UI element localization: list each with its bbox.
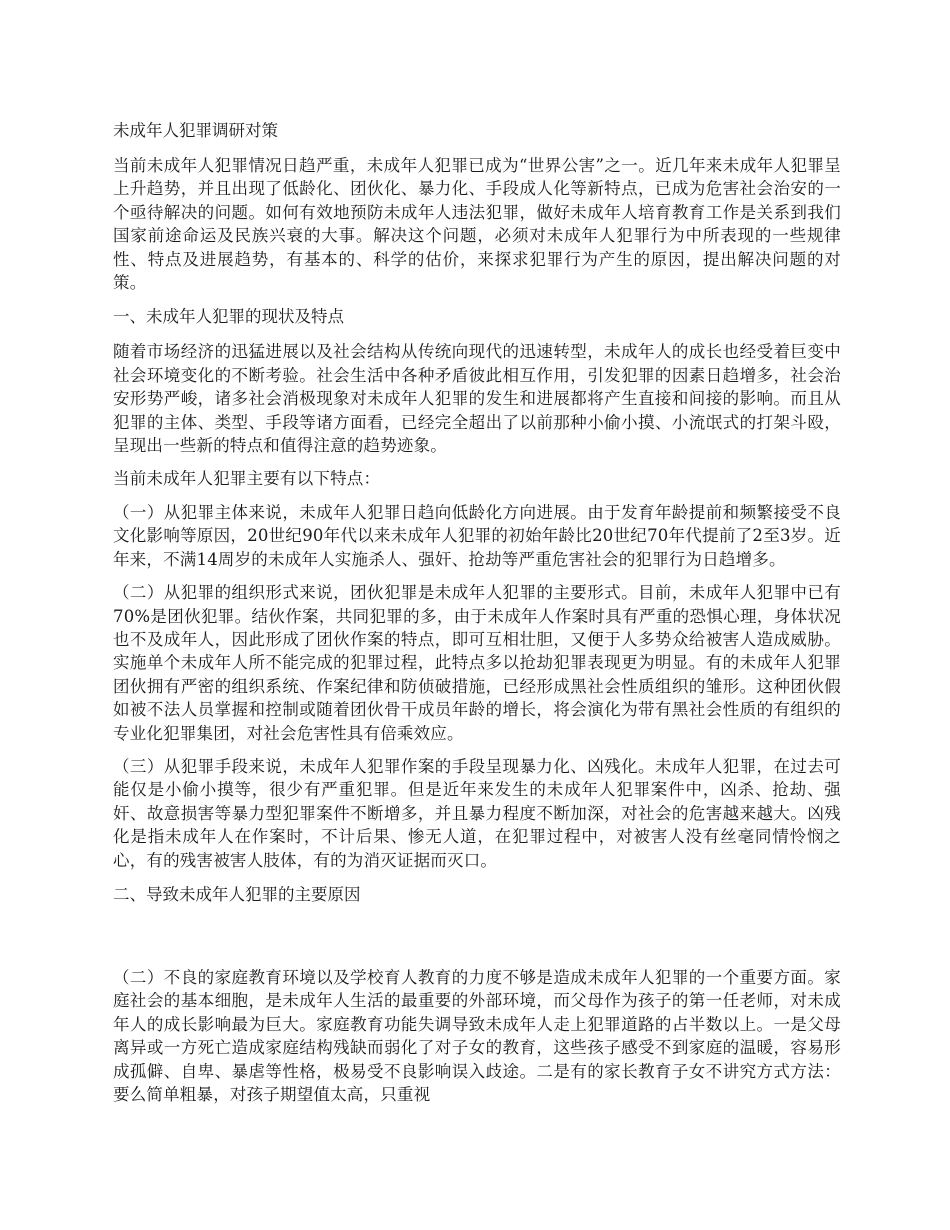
- document-title: 未成年人犯罪调研对策: [113, 121, 278, 140]
- document-page: [113, 118, 841, 1116]
- section-1-paragraph-3: （一）从犯罪主体来说，未成年人犯罪日趋向低龄化方向进展。由于发育年龄提前和频繁接受不良文化影响等原因，20世纪90年代以来未成年人犯罪的初始年龄比20世纪70年代提前了2至3岁。近年来，不满14周岁的未成年人实施杀人、强奸、抢劫等严重危害社会的犯罪行为日趋增多。: [113, 502, 841, 569]
- section-2-heading: 二、导致未成年人犯罪的主要原因: [113, 884, 361, 904]
- section-1-paragraph-5: （三）从犯罪手段来说，未成年人犯罪作案的手段呈现暴力化、凶残化。未成年人犯罪，在过去可能仅是小偷小摸等，很少有严重犯罪。但是近年来发生的未成年人犯罪案件中，凶杀、抢劫、强奸、故意损害等暴力型犯罪案件不断增多，并且暴力程度不断加深，对社会的危害越来越大。凶残化是指未成年人在作案时，不计后果、惨无人道，在犯罪过程中，对被害人没有丝毫同情怜悯之心，有的残害被害人肢体，有的为消灭证据而灭口。: [113, 756, 841, 870]
- intro-paragraph: 当前未成年人犯罪情况日趋严重，未成年人犯罪已成为“世界公害”之一。近几年来未成年人犯罪呈上升趋势，并且出现了低龄化、团伙化、暴力化、手段成人化等新特点，已成为危害社会治安的一个亟待解决的问题。如何有效地预防未成年人违法犯罪，做好未成年人培育教育工作是关系到我们国家前途命运及民族兴衰的大事。解决这个问题，必须对未成年人犯罪行为中所表现的一些规律性、特点及进展趋势，有基本的、科学的估价，来探求犯罪行为产生的原因，提出解决问题的对策。: [113, 156, 841, 293]
- section-2-paragraph-1: （二）不良的家庭教育环境以及学校育人教育的力度不够是造成未成年人犯罪的一个重要方面。家庭社会的基本细胞，是未成年人生活的最重要的外部环境，而父母作为孩子的第一任老师，对未成年人的成长影响最为巨大。家庭教育功能失调导致未成年人走上犯罪道路的占半数以上。一是父母离异或一方死亡造成家庭结构残缺而弱化了对子女的教育，这些孩子感受不到家庭的温暖，容易形成孤僻、自卑、暴虐等性格，极易受不良影响误入歧途。二是有的家长教育子女不讲究方式方法：要么简单粗暴，对孩子期望值太高，只重视: [113, 967, 841, 1104]
- section-1-paragraph-4: （二）从犯罪的组织形式来说，团伙犯罪是未成年人犯罪的主要形式。目前，未成年人犯罪中已有70%是团伙犯罪。结伙作案，共同犯罪的多，由于未成年人作案时具有严重的恐惧心理，身体状况也不及成年人，因此形成了团伙作案的特点，即可互相壮胆，又便于人多势众给被害人造成威胁。实施单个未成年人所不能完成的犯罪过程，此特点多以抢劫犯罪表现更为明显。有的未成年人犯罪团伙拥有严密的组织系统、作案纪律和防侦破措施，已经形成黑社会性质组织的雏形。这种团伙假如被不法人员掌握和控制或随着团伙骨干成员年龄的增长，将会演化为带有黑社会性质的有组织的专业化犯罪集团，对社会危害性具有倍乘效应。: [113, 583, 841, 743]
- section-1-paragraph-1: 随着市场经济的迅猛进展以及社会结构从传统向现代的迅速转型，未成年人的成长也经受着巨变中社会环境变化的不断考验。社会生活中各种矛盾彼此相互作用，引发犯罪的因素日趋增多，社会治安形势严峻，诸多社会消极现象对未成年人犯罪的发生和进展都将产生直接和间接的影响。而且从犯罪的主体、类型、手段等诸方面看，已经完全超出了以前那种小偷小摸、小流氓式的打架斗殴，呈现出一些新的特点和值得注意的趋势迹象。: [113, 342, 841, 456]
- section-1-paragraph-2: 当前未成年人犯罪主要有以下特点：: [113, 469, 381, 489]
- blank-gap: [113, 918, 841, 966]
- section-1-heading: 一、未成年人犯罪的现状及特点: [113, 307, 344, 327]
